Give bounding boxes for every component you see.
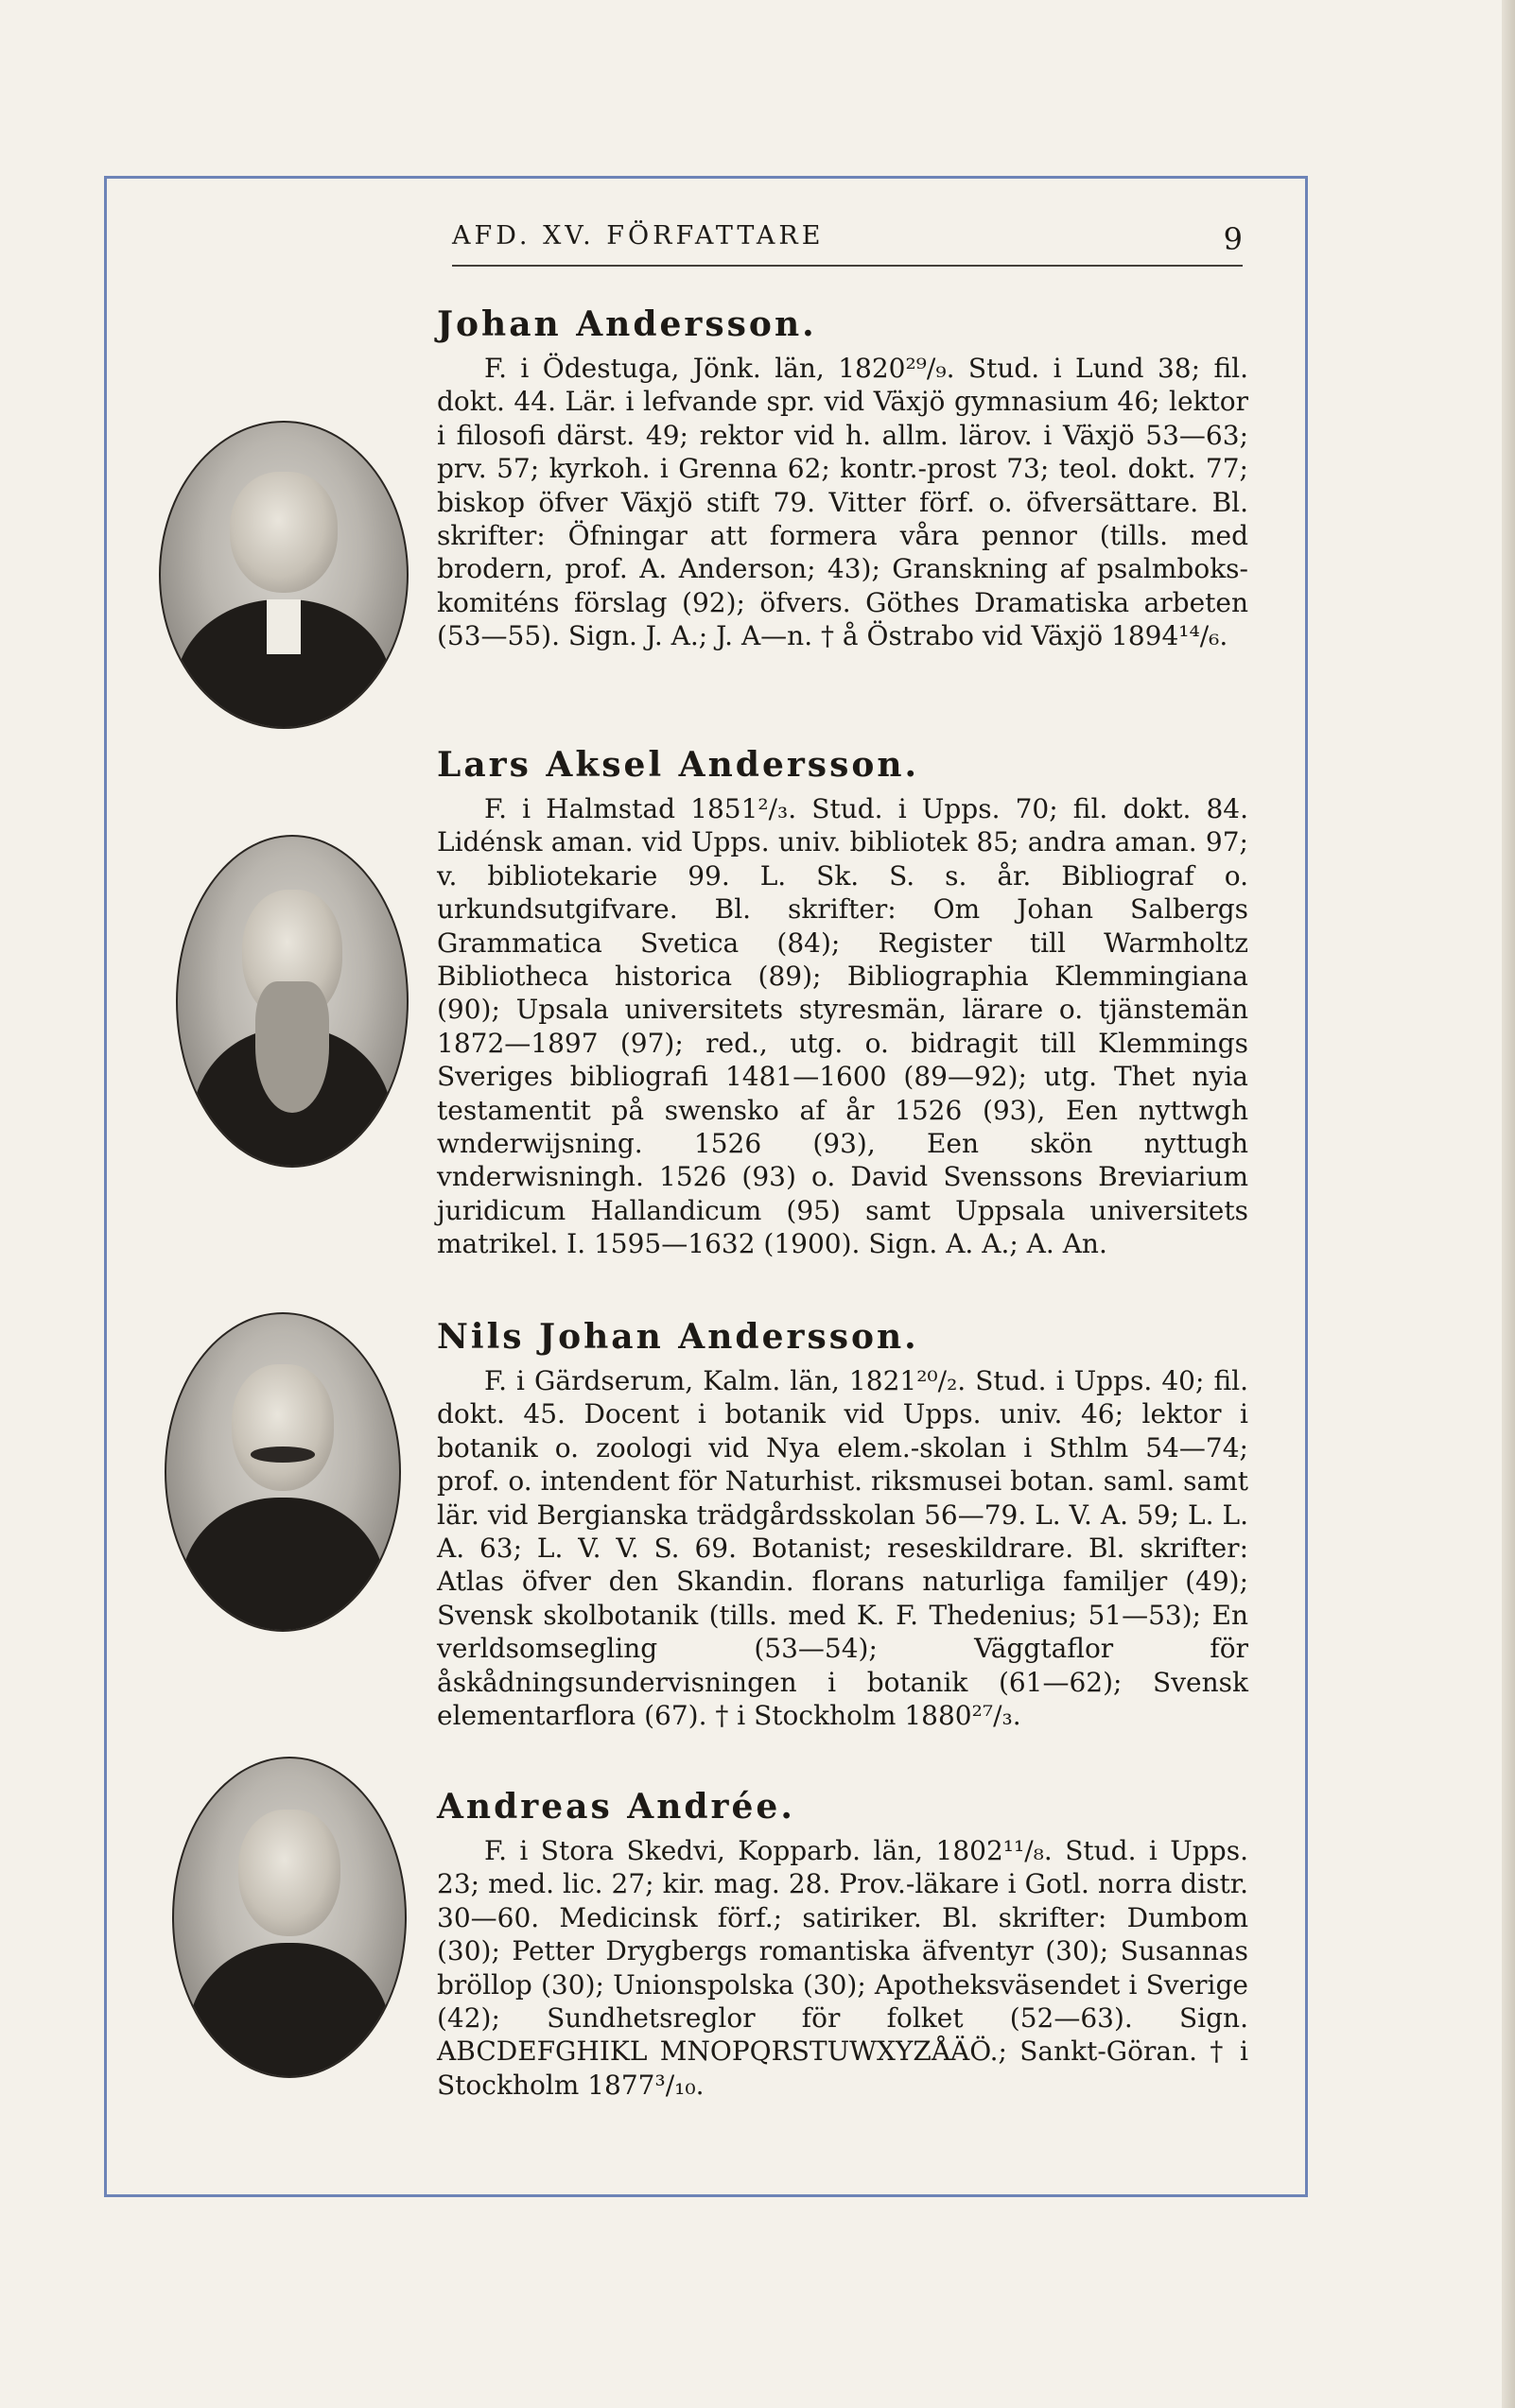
entry-johan-andersson <box>437 304 1248 653</box>
entry-name: Johan Andersson. <box>437 304 817 344</box>
entry-lars-aksel-andersson <box>437 745 1248 1261</box>
running-title: AFD. XV. FÖRFATTARE <box>452 221 825 251</box>
portrait-clothing <box>181 1498 385 1632</box>
entry-name: Andreas Andrée. <box>437 1787 795 1827</box>
entry-nils-johan-andersson <box>437 1317 1248 1732</box>
entry-text: F. i Gärdserum, Kalm. län, 1821²⁰/₂. Stud. i Upps. 40; fil. dokt. 45. Docent i botanik vid Upps. univ. 46; lektor i botanik o. zoologi vid Nya elem.-skolan i Sthlm 54—74; prof. o. intendent för Naturhist. riksmusei botan. saml. samt lär. vid Bergianska trädgårdsskolan 56—79. L. V. A. 59; L. L. A. 63; L. V. V. S. 69. Botanist; reseskildrare. Bl. skrifter: Atlas öfver den Skandin. florans naturliga familjer (49); Svensk skolbotanik (tills. med K. F. Thedenius; 51—53); En verldsomsegling (53—54); Väggtaflor för åskådningsundervisningen i botanik (61—62); Svensk elementarflora (67). † i Stockholm 1880²⁷/₃. <box>437 1365 1248 1732</box>
portrait-moustache <box>251 1447 316 1463</box>
portrait-lars-aksel-andersson <box>176 835 409 1168</box>
entry-text: F. i Halmstad 1851²/₃. Stud. i Upps. 70; fil. dokt. 84. Lidénsk aman. vid Upps. univ. bibliotek 85; andra aman. 97; v. bibliotekarie 99. L. Sk. S. s. år. Bibliograf o. urkundsutgifvare. Bl. skrifter: Om Johan Salbergs Grammatica Svetica (84); Register till Warmholtz Bibliotheca historica (89); Bibliographia Klemmingiana (90); Upsala universitets styresmän, lärare o. tjänstemän 1872—1897 (97); red., utg. o. bidragit till Klemmings Sveriges bibliografi 1481—1600 (89—92); utg. Thet nyia testamentit på swensko af år 1526 (93), Een nyttwgh wnderwijsning. 1526 (93), Een skön nyttugh vnderwisningh. 1526 (93) o. David Svenssons Breviarium juridicum Hallandicum (95) samt Uppsala universitets matrikel. I. 1595—1632 (1900). Sign. A. A.; A. An. <box>437 793 1248 1260</box>
entry-andreas-andree <box>437 1787 1248 2102</box>
portrait-face <box>238 1810 340 1936</box>
portrait-beard <box>255 981 328 1113</box>
portrait-collar <box>267 599 301 654</box>
entry-text: F. i Stora Skedvi, Kopparb. län, 1802¹¹/₈. Stud. i Upps. 23; med. lic. 27; kir. mag. 28. Prov.-läkare i Gotl. norra distr. 30—60. Medicinsk förf.; satiriker. Bl. skrifter: Dumbom (30); Petter Drygbergs romantiska äfventyr (30); Susannas bröllop (30); Unionspolska (30); Apotheksväsendet i Sverige (42); Sundhetsreglor för folket (52—63). Sign. ABCDEFGHIKL MNOPQRSTUWXYZÅÄÖ.; Sankt-Göran. † i Stockholm 1877³/₁₀. <box>437 1835 1248 2101</box>
portrait-johan-andersson <box>159 421 409 729</box>
portrait-face <box>232 1364 334 1491</box>
portrait-andreas-andree <box>172 1757 407 2078</box>
portrait-face <box>230 472 338 594</box>
running-head <box>452 221 1243 265</box>
page-number: 9 <box>1223 221 1243 257</box>
entry-name: Lars Aksel Andersson. <box>437 745 920 785</box>
portrait-nils-johan-andersson <box>165 1312 401 1632</box>
header-rule <box>452 265 1243 267</box>
portrait-clothing <box>188 1943 392 2078</box>
page-edge-shadow <box>1502 0 1515 2408</box>
entry-text: F. i Ödestuga, Jönk. län, 1820²⁹/₉. Stud. i Lund 38; fil. dokt. 44. Lär. i lefvande spr. vid Växjö gymnasium 46; lektor i filosofi därst. 49; rektor vid h. allm. lärov. i Växjö 53—63; prv. 57; kyrkoh. i Grenna 62; kontr.-prost 73; teol. dokt. 77; biskop öfver Växjö stift 79. Vitter förf. o. öfversättare. Bl. skrifter: Öfningar att formera våra pennor (tills. med brodern, prof. A. Anderson; 43); Granskning af psalmboks-komiténs förslag (92); öfvers. Göthes Dramatiska arbeten (53—55). Sign. J. A.; J. A—n. † å Östrabo vid Växjö 1894¹⁴/₆. <box>437 353 1248 652</box>
entry-name: Nils Johan Andersson. <box>437 1317 919 1357</box>
